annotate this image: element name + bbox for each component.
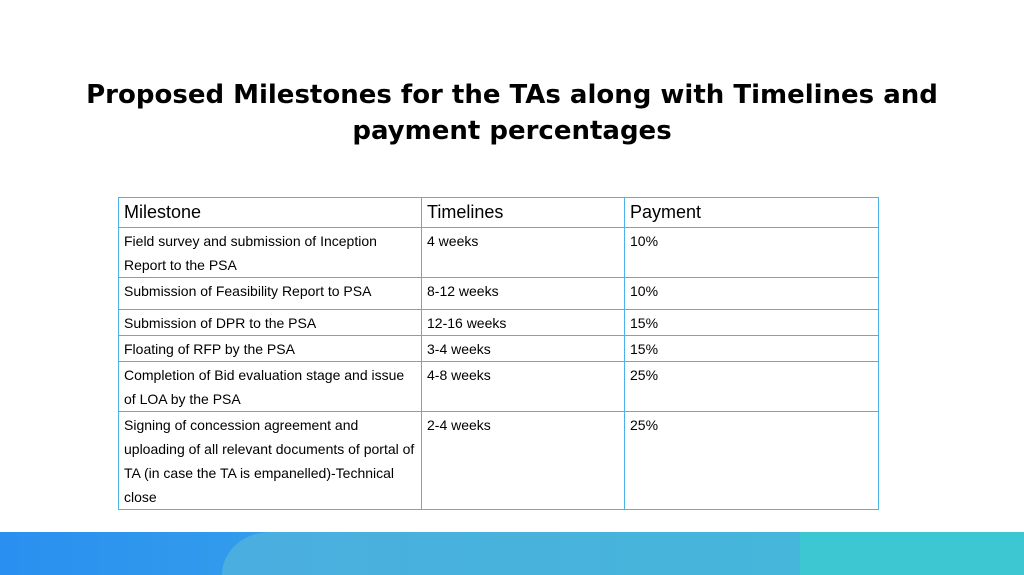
header-timelines: Timelines [422,198,625,228]
timeline-cell: 8-12 weeks [422,278,625,310]
milestones-table [118,197,879,510]
footer-decorative-bar [0,532,1024,575]
header-payment: Payment [625,198,879,228]
payment-cell: 15% [625,310,879,336]
table-row [119,228,879,278]
payment-cell: 10% [625,278,879,310]
footer-wave-shape [222,532,802,575]
milestone-cell: Completion of Bid evaluation stage and issue of LOA by the PSA [119,362,422,412]
payment-cell: 25% [625,412,879,510]
payment-cell: 25% [625,362,879,412]
table-header-row [119,198,879,228]
table-row [119,336,879,362]
milestones-table-container [118,197,878,510]
table-row [119,362,879,412]
milestone-cell: Floating of RFP by the PSA [119,336,422,362]
timeline-cell: 4-8 weeks [422,362,625,412]
footer-accent-block [800,532,1024,575]
table-row [119,310,879,336]
payment-cell: 10% [625,228,879,278]
milestone-cell: Submission of Feasibility Report to PSA [119,278,422,310]
timeline-cell: 3-4 weeks [422,336,625,362]
timeline-cell: 2-4 weeks [422,412,625,510]
table-row [119,278,879,310]
slide-title: Proposed Milestones for the TAs along with Timelines and payment percentages [86,80,938,146]
table-row [119,412,879,510]
timeline-cell: 4 weeks [422,228,625,278]
milestone-cell: Submission of DPR to the PSA [119,310,422,336]
timeline-cell: 12-16 weeks [422,310,625,336]
milestone-cell: Signing of concession agreement and uploading of all relevant documents of portal of TA (in case the TA is empanelled)-Technical close [119,412,422,510]
milestone-cell: Field survey and submission of Inception Report to the PSA [119,228,422,278]
header-milestone: Milestone [119,198,422,228]
payment-cell: 15% [625,336,879,362]
